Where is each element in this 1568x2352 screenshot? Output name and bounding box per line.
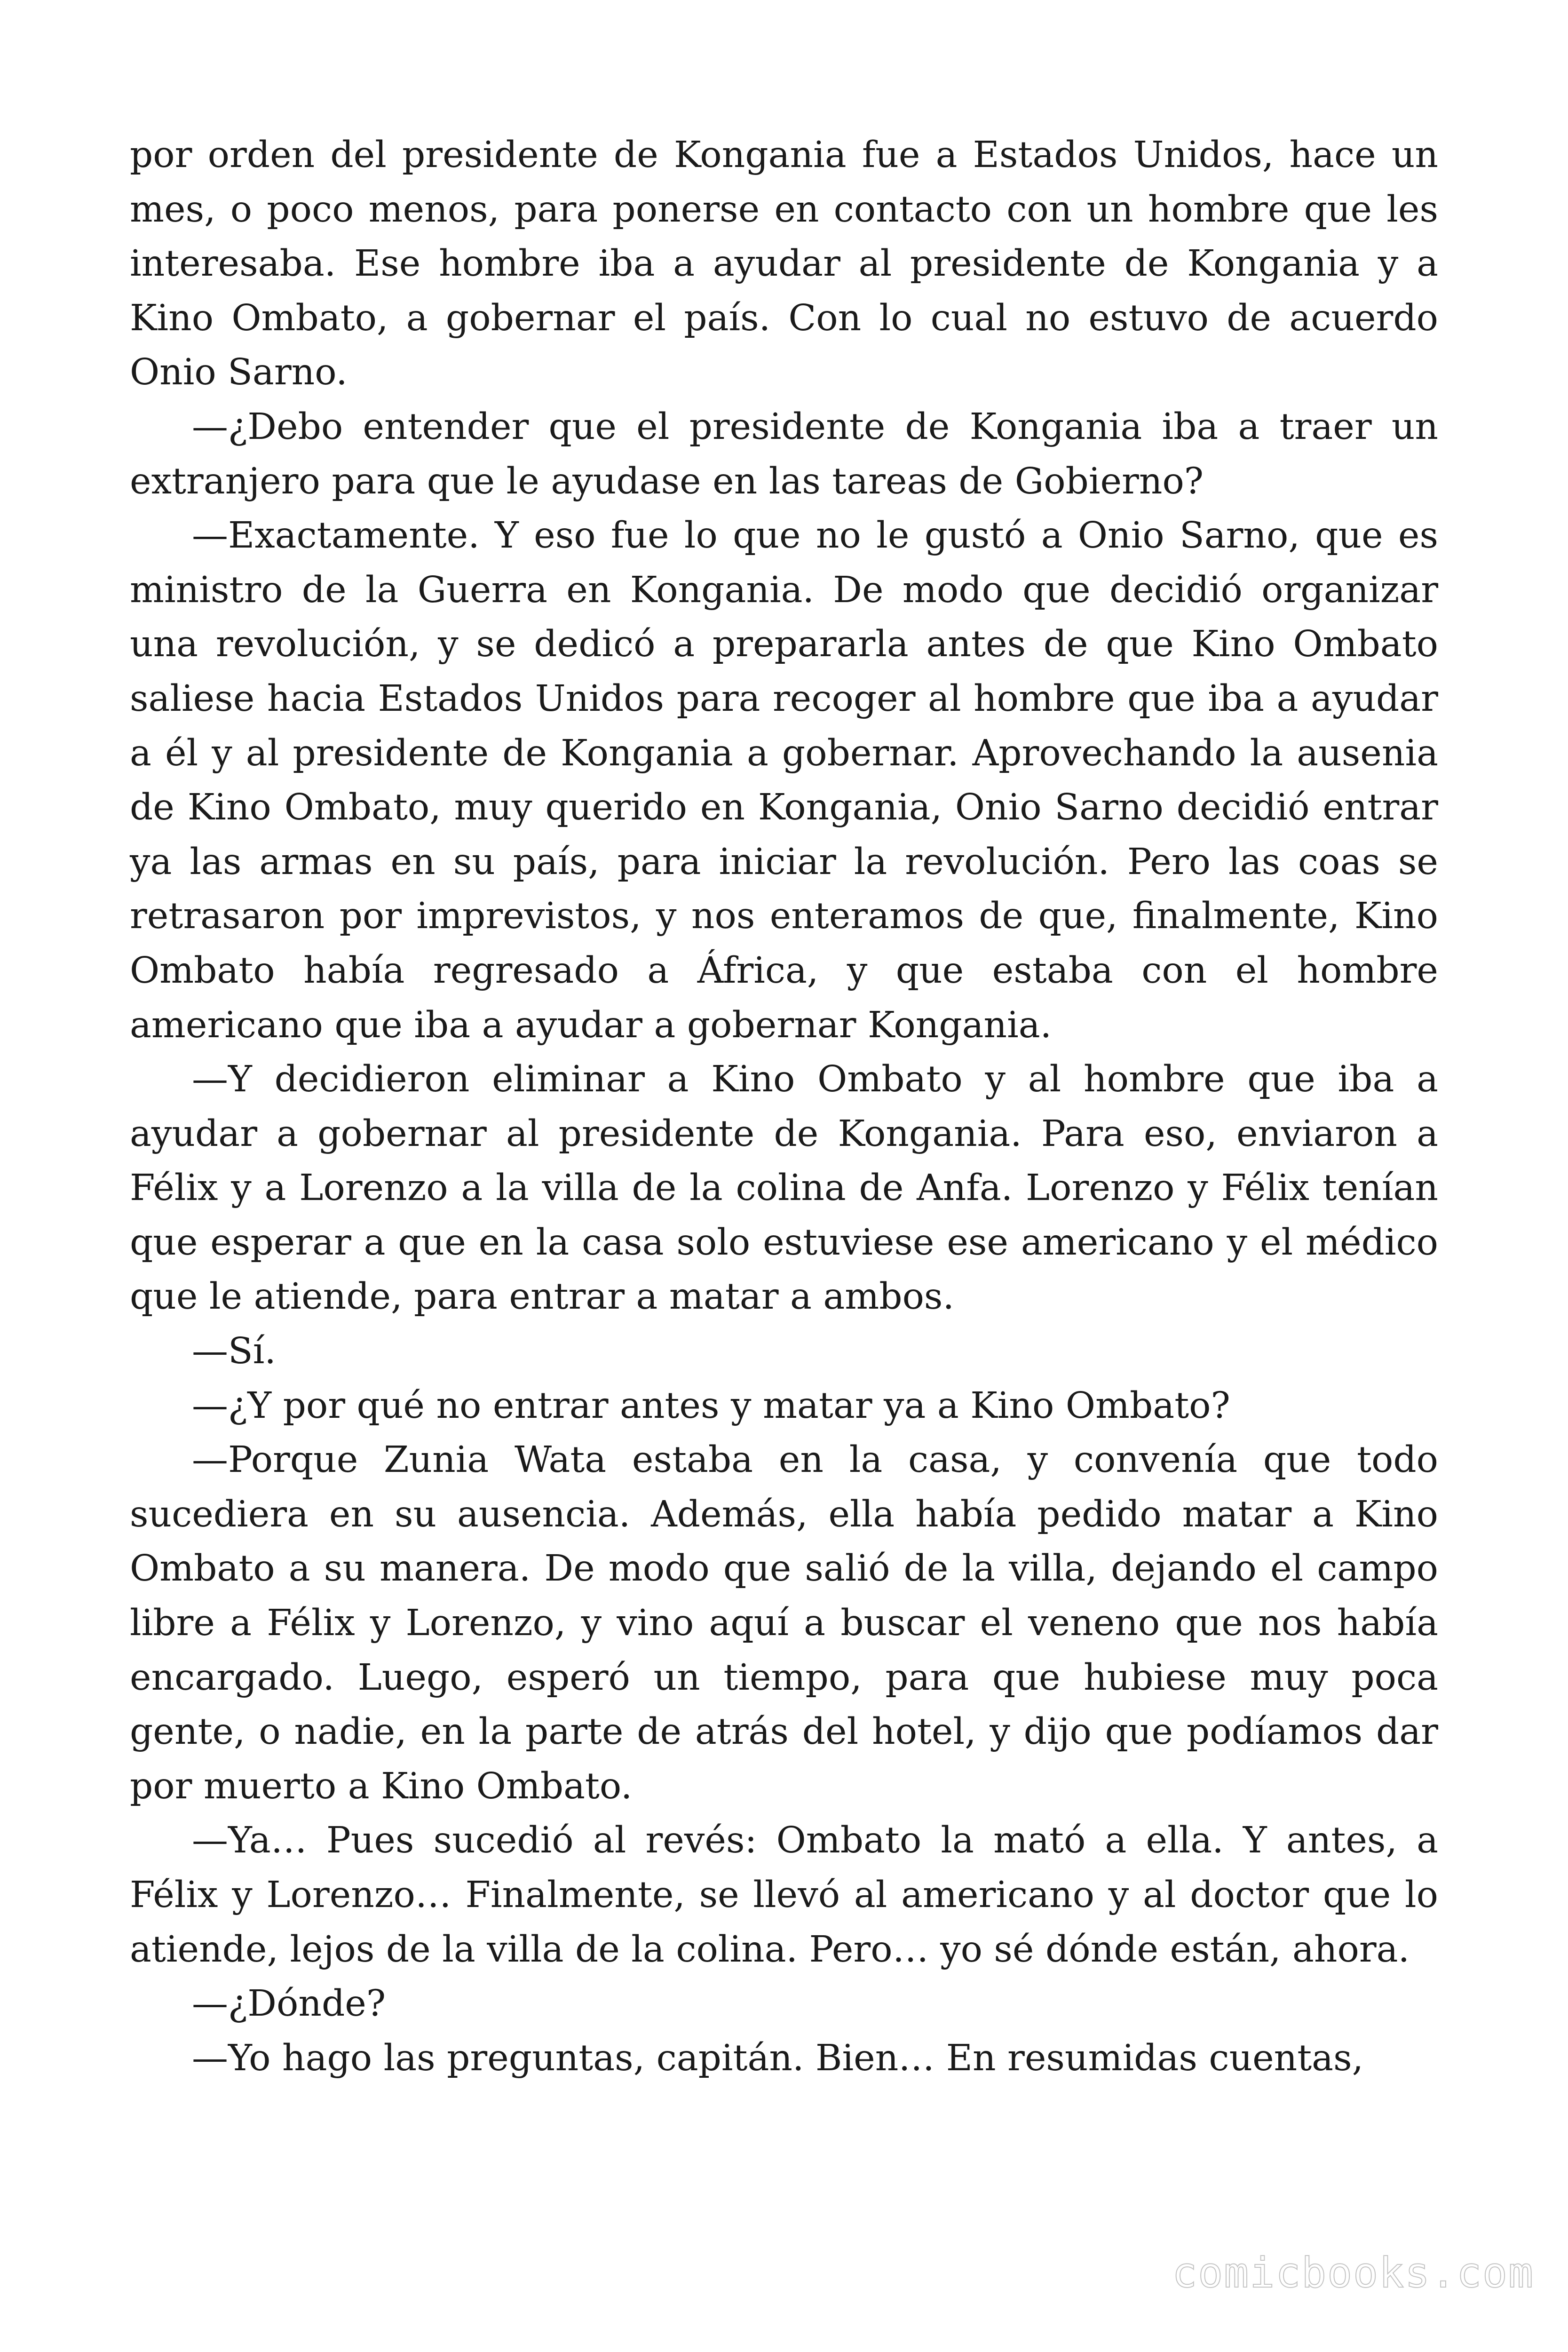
paragraph-9: —¿Dónde?	[192, 1983, 386, 2025]
paragraph-8: —Ya… Pues sucedió al revés: Ombato la mató a ella. Y antes, a Félix y Lorenzo… Finalmente, se llevó al americano y al doctor que lo atiende, lejos de la villa de la colina. Pero… yo sé dónde están, ahora.	[130, 1820, 1438, 1971]
book-page-text	[130, 128, 1438, 2085]
paragraph-2: —¿Debo entender que el presidente de Kongania iba a traer un extranjero para que le ayudase en las tareas de Gobierno?	[130, 405, 1438, 502]
paragraph-5: —Sí.	[192, 1330, 276, 1373]
watermark: comicbooks.com	[1172, 2249, 1534, 2297]
paragraph-6: —¿Y por qué no entrar antes y matar ya a Kino Ombato?	[192, 1384, 1230, 1427]
paragraph-1: por orden del presidente de Kongania fue a Estados Unidos, hace un mes, o poco menos, para ponerse en contacto con un hombre que les interesaba. Ese hombre iba a ayudar al presidente de Kongania y a Kino Ombato, a gobernar el país. Con lo cual no estuvo de acuerdo Onio Sarno.	[130, 134, 1438, 394]
paragraph-7: —Porque Zunia Wata estaba en la casa, y convenía que todo sucediera en su ausencia. Además, ella había pedido matar a Kino Ombato a su manera. De modo que salió de la villa, dejando el campo libre a Félix y Lorenzo, y vino aquí a buscar el veneno que nos había encargado. Luego, esperó un tiempo, para que hubiese muy poca gente, o nadie, en la parte de atrás del hotel, y dijo que podíamos dar por muerto a Kino Ombato.	[130, 1439, 1438, 1807]
paragraph-10: —Yo hago las preguntas, capitán. Bien… En resumidas cuentas,	[192, 2037, 1364, 2079]
paragraph-4: —Y decidieron eliminar a Kino Ombato y al hombre que iba a ayudar a gobernar al presidente de Kongania. Para eso, enviaron a Félix y a Lorenzo a la villa de la colina de Anfa. Lorenzo y Félix tenían que esperar a que en la casa solo estuviese ese americano y el médico que le atiende, para entrar a matar a ambos.	[130, 1058, 1438, 1318]
paragraph-3: —Exactamente. Y eso fue lo que no le gustó a Onio Sarno, que es ministro de la Guerra en Kongania. De modo que decidió organizar una revolución, y se dedicó a prepararla antes de que Kino Ombato saliese hacia Estados Unidos para recoger al hombre que iba a ayudar a él y al presidente de Kongania a gobernar. Aprovechando la ausenia de Kino Ombato, muy querido en Kongania, Onio Sarno decidió entrar ya las armas en su país, para iniciar la revolución. Pero las coas se retrasaron por imprevistos, y nos enteramos de que, finalmente, Kino Ombato había regresado a África, y que estaba con el hombre americano que iba a ayudar a gobernar Kongania.	[130, 515, 1438, 1046]
